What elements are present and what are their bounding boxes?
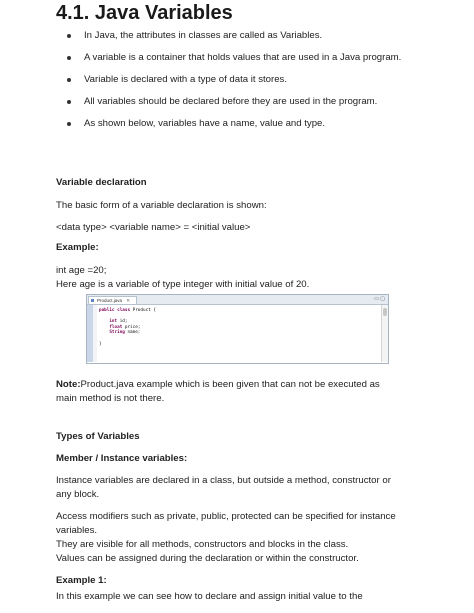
section-heading-types: Types of Variables (56, 431, 140, 442)
section-heading-variable-declaration: Variable declaration (56, 177, 147, 188)
list-item: In Java, the attributes in classes are called as Variables. (56, 30, 456, 52)
note-label: Note: (56, 379, 81, 390)
page-title: 4.1. Java Variables (56, 2, 233, 24)
editor-tab-bar (87, 295, 388, 305)
list-item: As shown below, variables have a name, value and type. (56, 118, 456, 140)
paragraph-line: variables. (56, 525, 98, 536)
paragraph-line: Instance variables are declared in a class, but outside a method, constructor or (56, 475, 391, 486)
close-icon: ✕ (126, 298, 131, 303)
declaration-intro: The basic form of a variable declaration is shown: (56, 200, 267, 211)
intro-bullet-list (56, 30, 456, 140)
list-item: A variable is a container that holds values that are used in a Java program. (56, 52, 456, 74)
code-editor-screenshot (86, 294, 389, 364)
list-item: All variables should be declared before they are used in the program. (56, 96, 456, 118)
code-block (99, 308, 156, 347)
editor-tab (88, 296, 137, 304)
note-text: Product.java example which is been given that can not be executed as (80, 379, 380, 390)
editor-ruler (93, 305, 97, 362)
code-line: } (99, 341, 102, 347)
example-1-text: In this example we can see how to declare and assign initial value to the (56, 591, 363, 602)
code-line: String name; (99, 330, 141, 336)
example-explanation: Here age is a variable of type integer with initial value of 20. (56, 279, 310, 290)
example-1-label: Example 1: (56, 575, 107, 586)
paragraph-line: any block. (56, 489, 100, 500)
example-code: int age =20; (56, 265, 107, 276)
note-line-2: main method is not there. (56, 393, 165, 404)
paragraph-line: Access modifiers such as private, public, protected can be specified for instance (56, 511, 396, 522)
code-line: public class Product { (99, 308, 156, 313)
subheading-member-variables: Member / Instance variables: (56, 453, 188, 464)
editor-tab-label: Product.java (97, 298, 123, 303)
example-label: Example: (56, 242, 99, 253)
code-line: float price; (99, 324, 141, 330)
scrollbar-thumb (383, 308, 387, 316)
java-file-icon (91, 299, 94, 302)
note-line-1 (56, 378, 380, 391)
paragraph-line: Values can be assigned during the declaration or within the constructor. (56, 553, 359, 564)
list-item: Variable is declared with a type of data it stores. (56, 74, 456, 96)
code-line: int id; (99, 319, 128, 325)
declaration-syntax: <data type> <variable name> = <initial value> (56, 222, 251, 233)
window-controls-icon: ▭ ▢ (374, 296, 385, 302)
editor-scrollbar (381, 305, 388, 362)
paragraph-line: They are visible for all methods, constructors and blocks in the class. (56, 539, 349, 550)
